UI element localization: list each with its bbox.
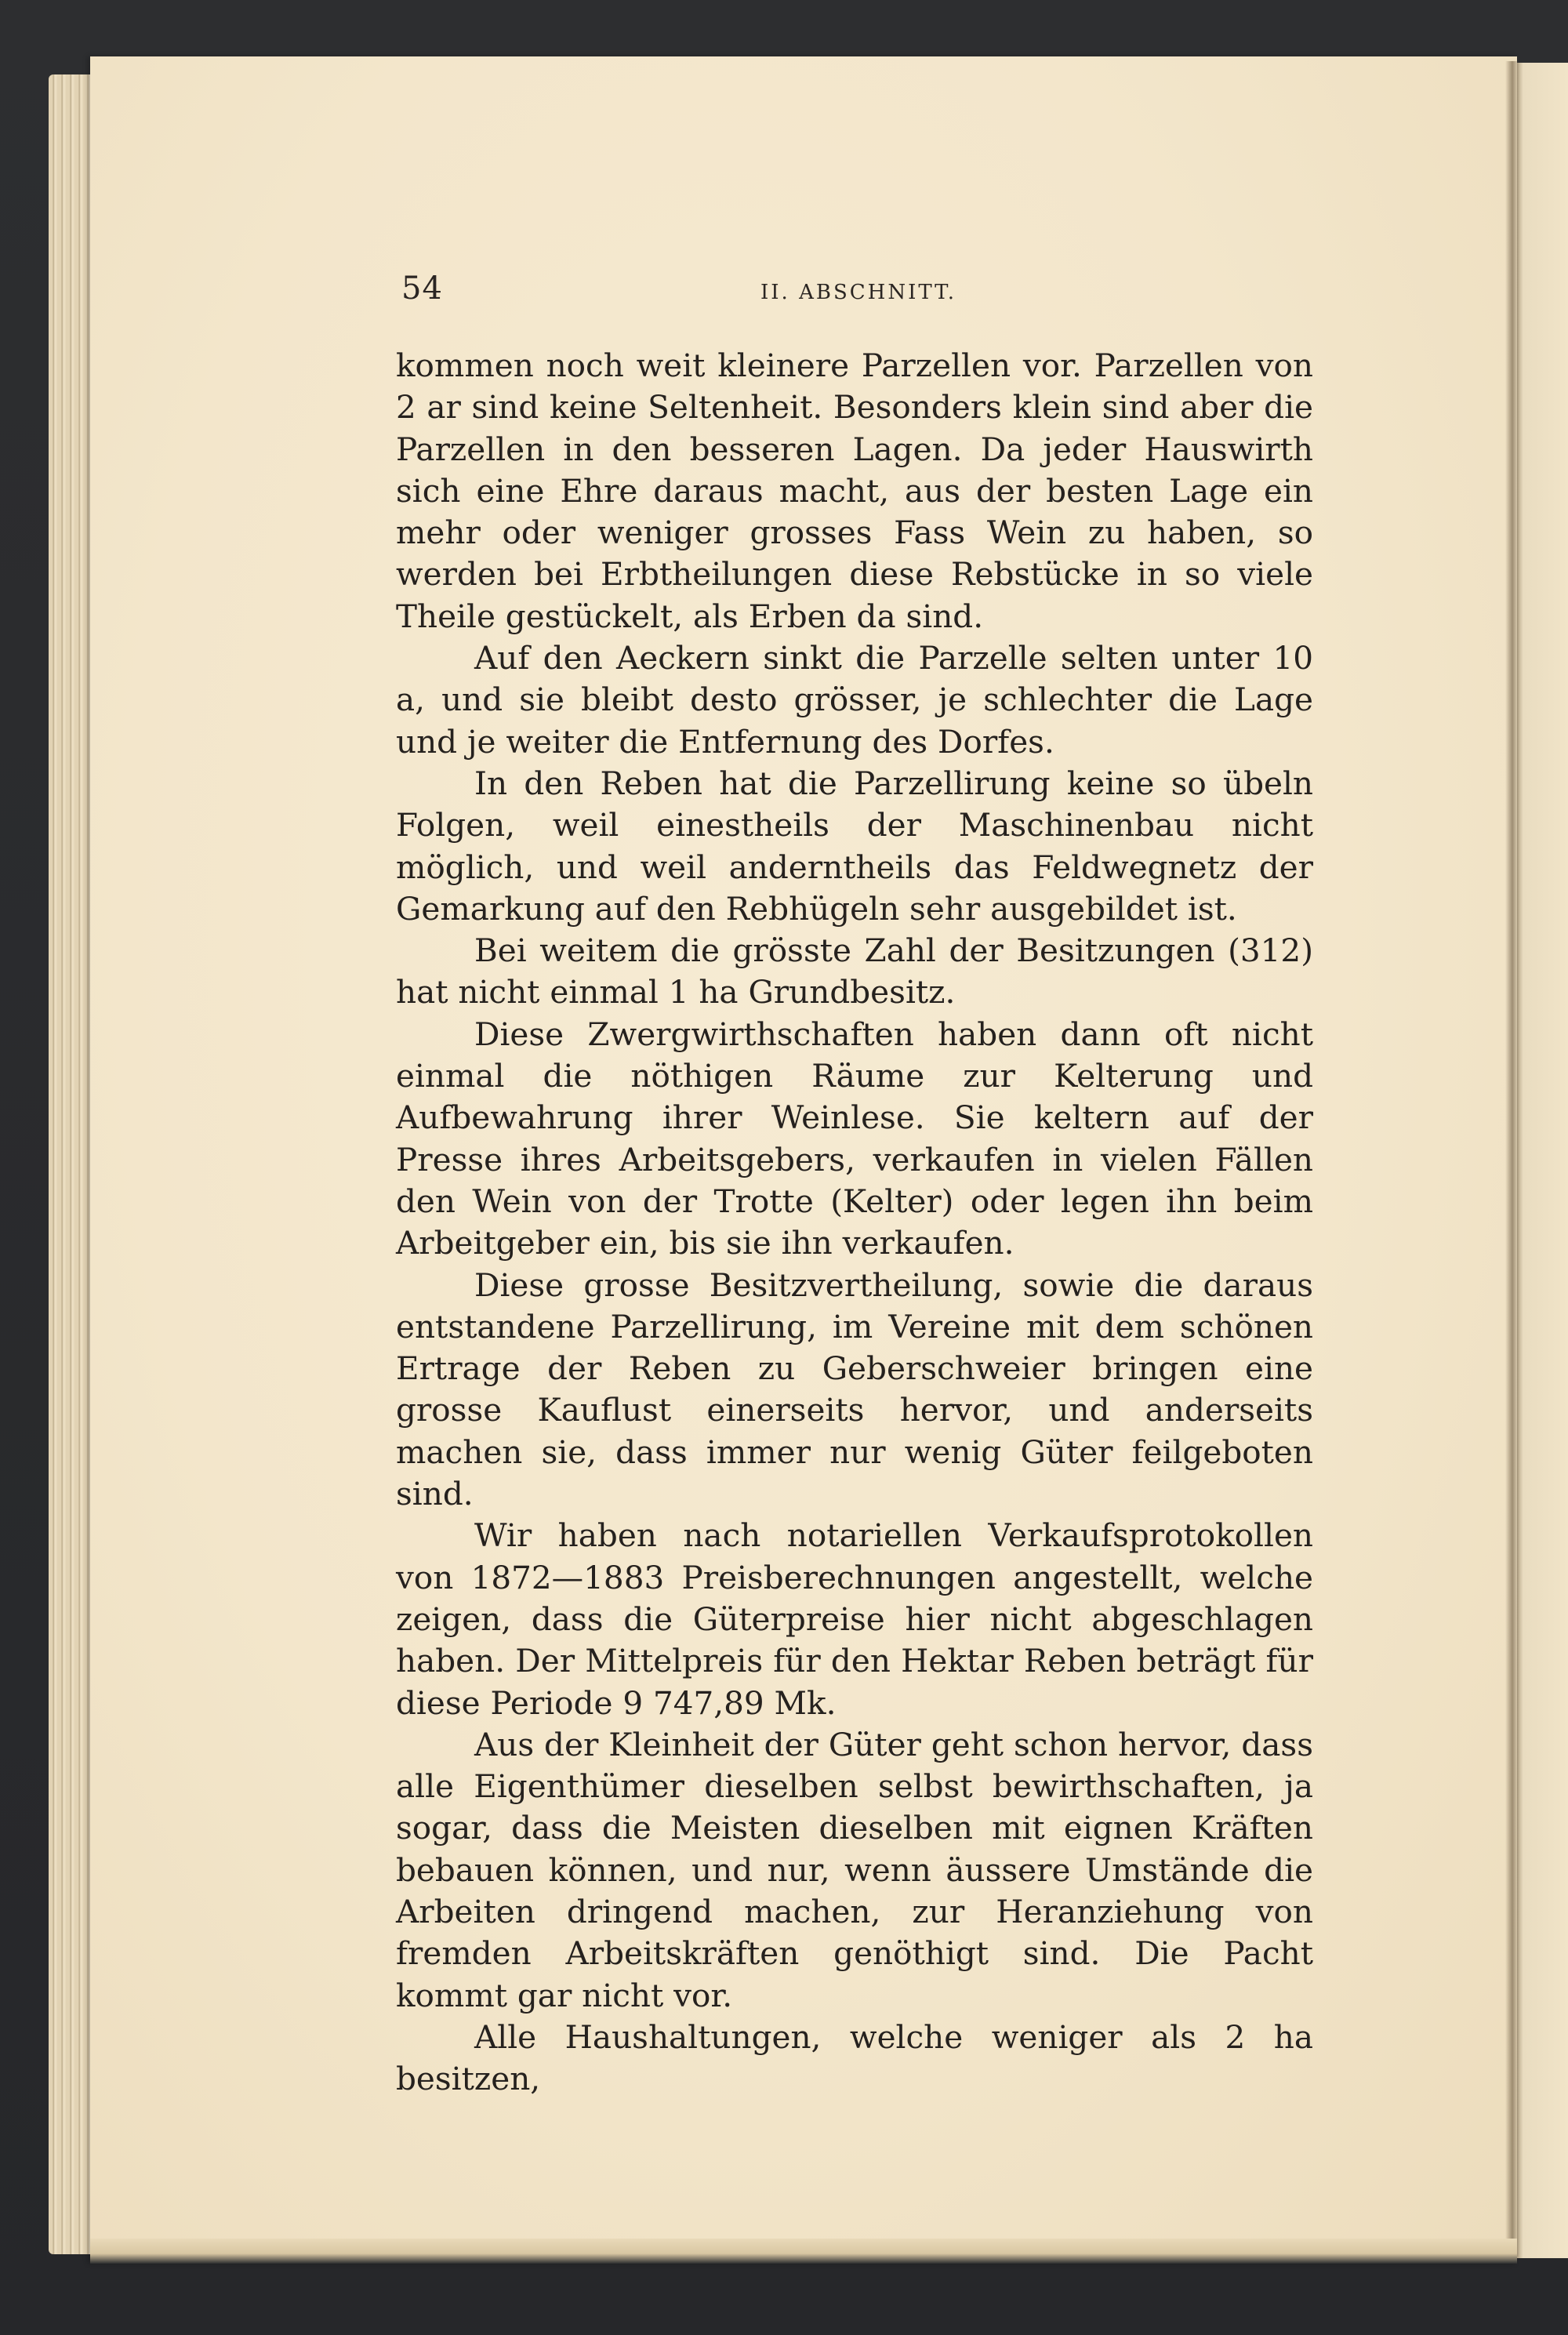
paragraph: Diese grosse Besitzvertheilung, sowie die daraus entstandene Parzellirung, im Vereine mit dem schönen Ertrage der Reben zu Geberschweier bringen eine grosse Kauflust einerseits hervor, und anderseits machen sie, dass immer nur wenig Güter feilgeboten sind.	[396, 1266, 1313, 1513]
paragraph: Aus der Kleinheit der Güter geht schon hervor, dass alle Eigenthümer dieselben selbst bewirthschaften, ja sogar, dass die Meisten dieselben mit eignen Kräften bebauen können, und nur, wenn äussere Umstände die Arbeiten dringend machen, zur Heranziehung von fremden Arbeitskräften genöthigt sind. Die Pacht kommt gar nicht vor.	[396, 1725, 1313, 2014]
page-number: 54	[401, 271, 443, 307]
paragraph: Auf den Aeckern sinkt die Parzelle selten unter 10 a, und sie bleibt desto grösser, je schlechter die Lage und je weiter die Entfernung des Dorfes.	[396, 639, 1313, 761]
paragraph: Alle Haushaltungen, welche weniger als 2 ha besitzen,	[396, 2017, 1313, 2098]
paragraph: Bei weitem die grösste Zahl der Besitzungen (312) hat nicht einmal 1 ha Grundbesitz.	[396, 931, 1313, 1011]
body-text	[396, 345, 1313, 2100]
page-bottom-edge	[90, 2239, 1517, 2264]
paragraph: kommen noch weit kleinere Parzellen vor. Parzellen von 2 ar sind keine Seltenheit. Besonders klein sind aber die Parzellen in den besseren Lagen. Da jeder Hauswirth sich eine Ehre daraus macht, aus der besten Lage ein mehr oder weniger grosses Fass Wein zu haben, so werden bei Erbtheilungen diese Rebstücke in so viele Theile gestückelt, als Erben da sind.	[396, 347, 1313, 635]
paragraph: In den Reben hat die Parzellirung keine so übeln Folgen, weil einestheils der Maschinenbau nicht möglich, und weil anderntheils das Feldwegnetz der Gemarkung auf den Rebhügeln sehr ausgebildet ist.	[396, 764, 1313, 928]
running-head: II. ABSCHNITT.	[760, 281, 956, 304]
facing-page-edge	[1517, 63, 1568, 2258]
book-gutter	[1505, 61, 1519, 2257]
paragraph: Diese Zwergwirthschaften haben dann oft nicht einmal die nöthigen Räume zur Kelterung und Aufbewahrung ihrer Weinlese. Sie keltern auf der Presse ihres Arbeitsgebers, verkaufen in vielen Fällen den Wein von der Trotte (Kelter) oder legen ihn beim Arbeitgeber ein, bis sie ihn verkaufen.	[396, 1015, 1313, 1262]
paragraph: Wir haben nach notariellen Verkaufsprotokollen von 1872—1883 Preisberechnungen angestellt, welche zeigen, dass die Güterpreise hier nicht abgeschlagen haben. Der Mittelpreis für den Hektar Reben beträgt für diese Periode 9 747,89 Mk.	[396, 1516, 1313, 1722]
